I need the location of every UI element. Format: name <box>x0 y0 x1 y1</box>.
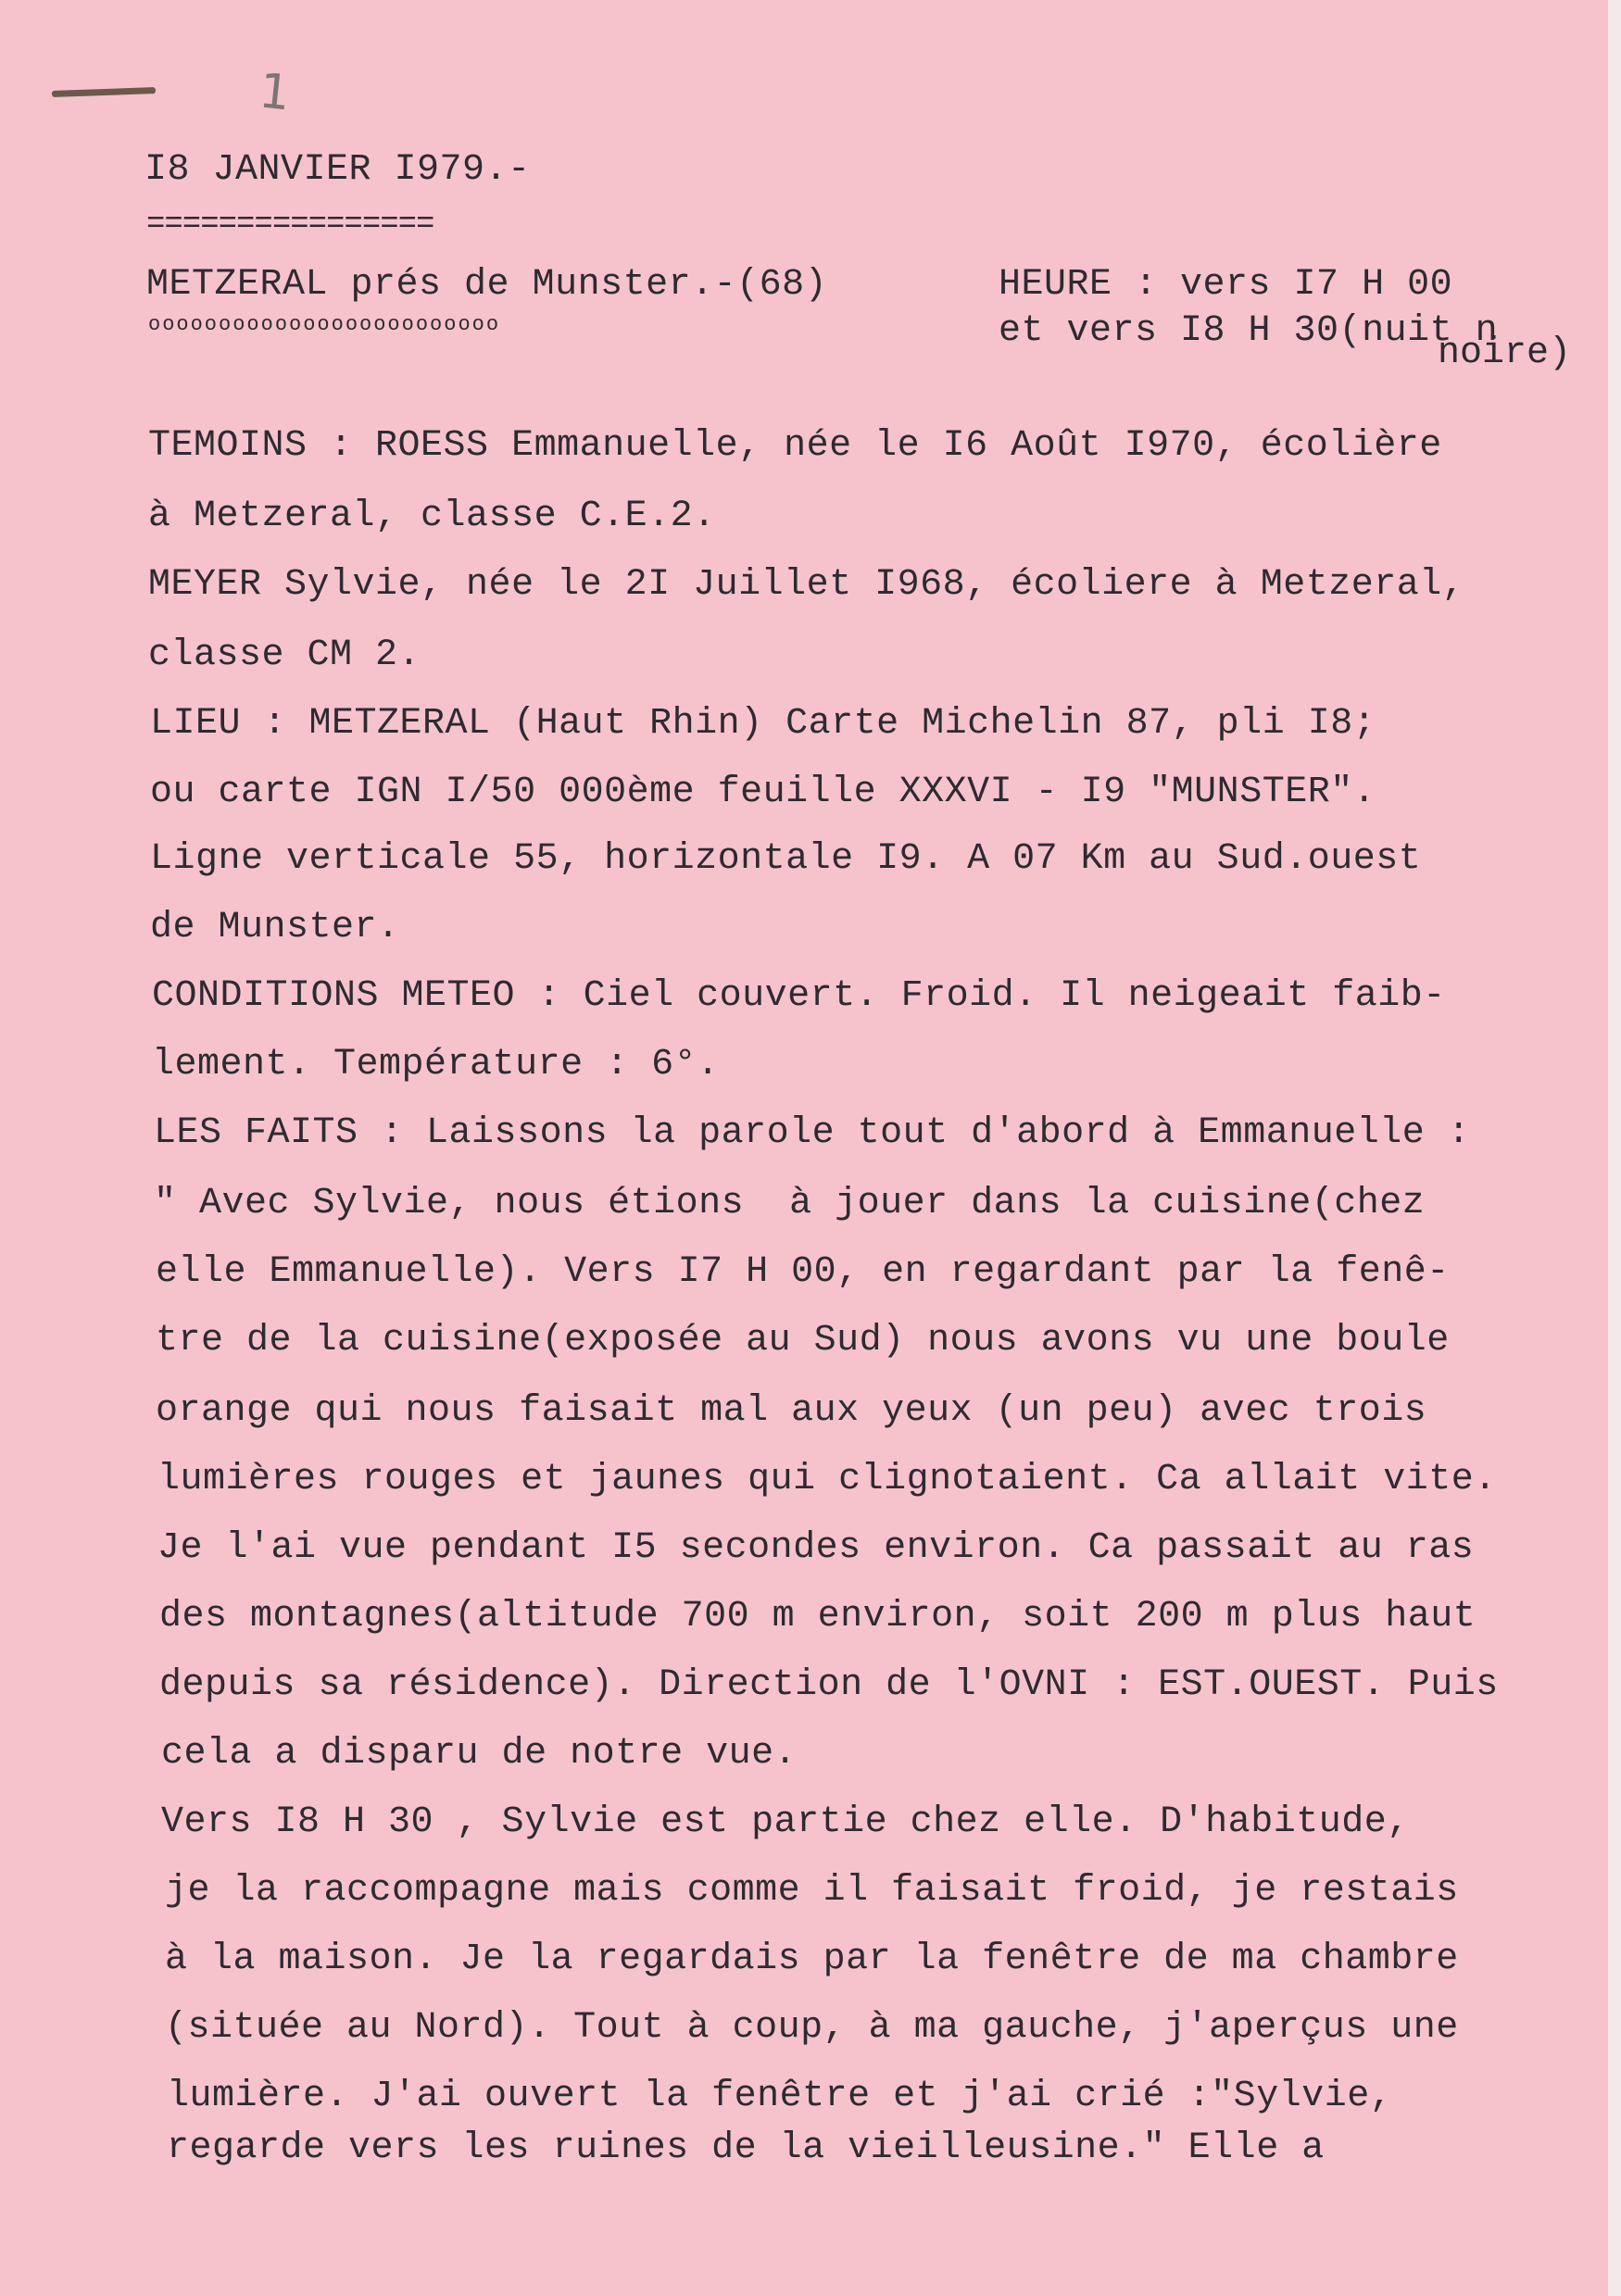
paper-edge <box>1608 0 1621 2296</box>
body-line: Vers I8 H 30 , Sylvie est partie chez elle. D'habitude, <box>161 1801 1410 1843</box>
body-line: LIEU : METZERAL (Haut Rhin) Carte Michelin 87, pli I8; <box>150 703 1376 745</box>
page-number: 1 <box>256 63 294 122</box>
body-line: TEMOINS : ROESS Emmanuelle, née le I6 Août I970, écolière <box>148 425 1442 467</box>
body-line: MEYER Sylvie, née le 2I Juillet I968, écoliere à Metzeral, <box>148 564 1465 606</box>
report-time-line3: noire) <box>1438 332 1572 374</box>
body-line: cela a disparu de notre vue. <box>161 1733 798 1775</box>
body-line: lumière. J'ai ouvert la fenêtre et j'ai crié :"Sylvie, <box>167 2076 1393 2117</box>
body-line: (située au Nord). Tout à coup, à ma gauche, j'aperçus une <box>165 2007 1459 2049</box>
body-line: lumières rouges et jaunes qui clignotaient. Ca allait vite. <box>157 1459 1497 1500</box>
body-line: " Avec Sylvie, nous étions à jouer dans la cuisine(chez <box>154 1183 1426 1224</box>
body-line: classe CM 2. <box>148 634 421 676</box>
report-time-line1: HEURE : vers I7 H 00 <box>999 264 1453 306</box>
body-line: des montagnes(altitude 700 m environ, soit 200 m plus haut <box>159 1596 1476 1637</box>
body-line: CONDITIONS METEO : Ciel couvert. Froid. Il neigeait faib- <box>152 975 1446 1017</box>
body-line: depuis sa résidence). Direction de l'OVNI : EST.OUEST. Puis <box>159 1664 1499 1706</box>
staple-mark <box>52 87 156 97</box>
body-line: orange qui nous faisait mal aux yeux (un peu) avec trois <box>156 1390 1427 1432</box>
report-date: I8 JANVIER I979.- <box>145 149 531 191</box>
body-line: ou carte IGN I/50 000ème feuille XXXVI - I9 "MUNSTER". <box>150 772 1376 813</box>
report-time-line2: et vers I8 H 30(nuit n <box>999 310 1499 352</box>
body-line: tre de la cuisine(exposée au Sud) nous avons vu une boule <box>156 1320 1450 1361</box>
body-line: à la maison. Je la regardais par la fenêtre de ma chambre <box>165 1938 1459 1980</box>
place-underline: ooooooooooooooooooooooooo <box>148 313 501 336</box>
body-line: elle Emmanuelle). Vers I7 H 00, en regardant par la fenê- <box>156 1251 1450 1293</box>
body-line: Ligne verticale 55, horizontale I9. A 07 Km au Sud.ouest <box>150 838 1422 880</box>
body-line: à Metzeral, classe C.E.2. <box>148 496 716 537</box>
body-line: LES FAITS : Laissons la parole tout d'abord à Emmanuelle : <box>154 1112 1471 1154</box>
date-underline: ================ <box>146 207 434 243</box>
body-line: regarde vers les ruines de la vieilleusine." Elle a <box>167 2127 1325 2169</box>
body-line: Je l'ai vue pendant I5 secondes environ. Ca passait au ras <box>157 1527 1475 1569</box>
body-line: de Munster. <box>150 907 400 948</box>
report-place: METZERAL prés de Munster.-(68) <box>146 264 828 306</box>
body-line: je la raccompagne mais comme il faisait froid, je restais <box>165 1870 1459 1912</box>
body-line: lement. Température : 6°. <box>152 1044 720 1085</box>
